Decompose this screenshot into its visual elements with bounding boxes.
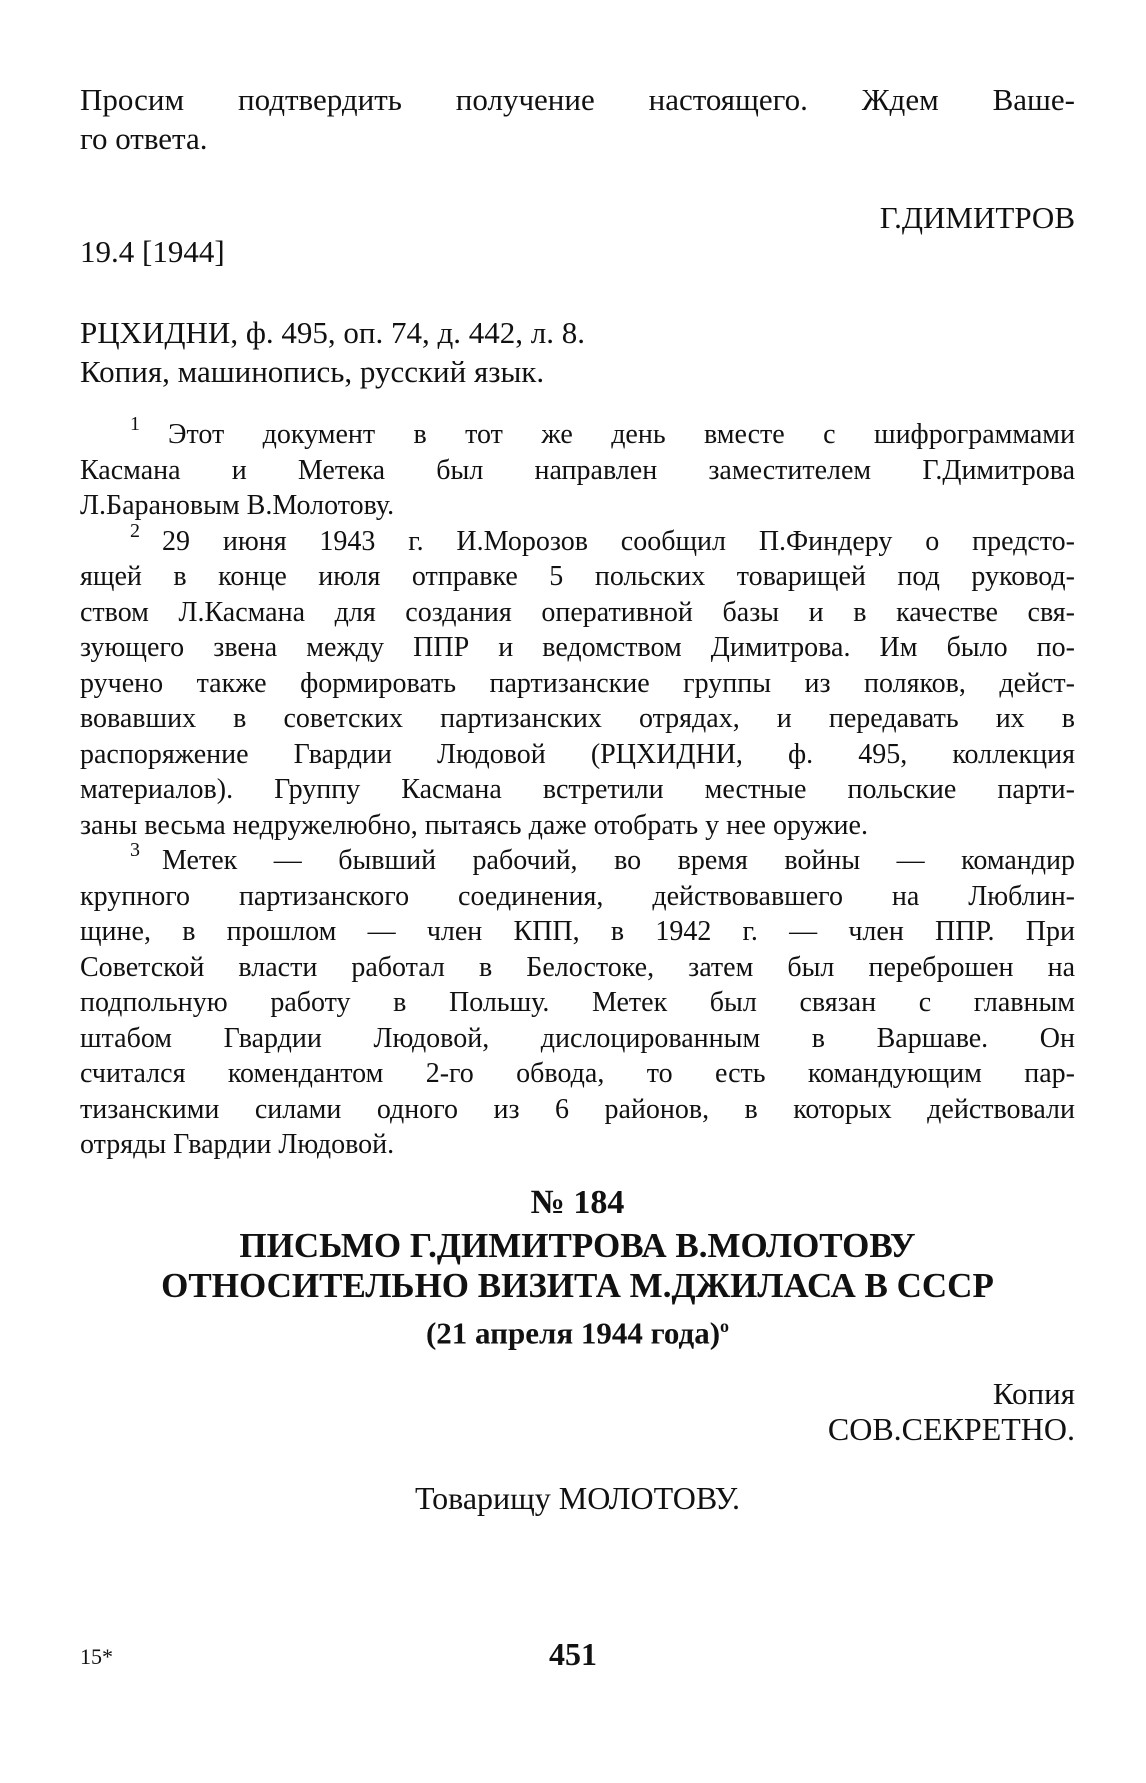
footnote-line: ящей в конце июля отправке 5 польских товарищей под руковод- [80, 561, 1075, 592]
printer-signature-mark: 15* [80, 1644, 113, 1669]
footnote-number: 1 [130, 413, 140, 435]
footnote-number: 3 [130, 839, 140, 861]
document-date-text: (21 апреля 1944 года) [425, 1315, 721, 1351]
document-title-line-1: ПИСЬМО Г.ДИМИТРОВА В.МОЛОТОВУ [239, 1226, 916, 1265]
footnote-line: считался комендантом 2-го обвода, то есть командующим пар- [80, 1058, 1075, 1089]
letter-closing-line-1: Просим подтвердить получение настоящего. Ждем Ваше- [80, 82, 1075, 117]
archive-line-2: Копия, машинопись, русский язык. [80, 354, 545, 389]
footnote-line: Этот документ в тот же день вместе с шифрограммами [168, 419, 1075, 450]
document-date [80, 1307, 1075, 1352]
archive-reference [80, 313, 1075, 391]
footnote-line: щине, в прошлом — член КПП, в 1942 г. — член ППР. При [80, 916, 1075, 947]
footnote-line: заны весьма недружелюбно, пытаясь даже отобрать у нее оружие. [80, 809, 868, 841]
footnote-line: материалов). Группу Касмана встретили местные польские парти- [80, 774, 1075, 805]
footnote-line: ством Л.Касмана для создания оперативной базы и в качестве свя- [80, 596, 1075, 628]
footnote-line: крупного партизанского соединения, действовавшего на Люблин- [80, 880, 1075, 912]
footnote-1 [80, 413, 1075, 524]
letter-closing-line-2: го ответа. [80, 121, 208, 156]
signature: Г.ДИМИТРОВ [879, 200, 1075, 235]
addressee: Товарищу МОЛОТОВУ. [415, 1480, 740, 1516]
footnote-line: зующего звена между ППР и ведомством Димитрова. Им было по- [80, 632, 1075, 663]
footnote-line: вовавших в советских партизанских отрядах, и передавать их в [80, 703, 1075, 734]
footnotes [80, 413, 1075, 1163]
footnote-line: распоряжение Гвардии Людовой (РЦХИДНИ, ф. 495, коллекция [80, 738, 1075, 770]
footnote-line: штабом Гвардии Людовой, дислоцированным в Варшаве. Он [80, 1022, 1075, 1054]
footnote-line: тизанскими силами одного из 6 районов, в которых действовали [80, 1093, 1075, 1125]
page-number: 451 [549, 1636, 597, 1672]
copy-label: Копия [992, 1376, 1075, 1411]
footnote-line: отряды Гвардии Людовой. [80, 1129, 395, 1160]
footnote-line: Метек — бывший рабочий, во время войны — командир [162, 845, 1075, 876]
document-date-mark: о [720, 1316, 730, 1336]
footnote-line: ручено также формировать партизанские группы из поляков, дейст- [80, 667, 1075, 699]
footnote-line: 29 июня 1943 г. И.Морозов сообщил П.Финдеру о предсто- [162, 525, 1075, 557]
footnote-number: 2 [130, 519, 140, 542]
document-number: № 184 [530, 1184, 625, 1221]
letter-closing [80, 80, 1075, 158]
footnote-line: Л.Барановым В.Молотову. [80, 490, 395, 521]
footnote-2 [80, 519, 1075, 844]
archive-line-1: РЦХИДНИ, ф. 495, оп. 74, д. 442, л. 8. [80, 315, 585, 350]
document-title-line-2: ОТНОСИТЕЛЬНО ВИЗИТА М.ДЖИЛАСА В СССР [161, 1266, 994, 1305]
secrecy-stamp: СОВ.СЕКРЕТНО. [827, 1411, 1075, 1447]
letter-date: 19.4 [1944] [80, 234, 225, 269]
footnote-3 [80, 839, 1075, 1163]
footnote-line: Касмана и Метека был направлен заместителем Г.Димитрова [80, 454, 1075, 486]
footnote-line: Советской власти работал в Белостоке, затем был переброшен на [80, 951, 1075, 983]
footnote-line: подпольную работу в Польшу. Метек был связан с главным [80, 987, 1075, 1018]
